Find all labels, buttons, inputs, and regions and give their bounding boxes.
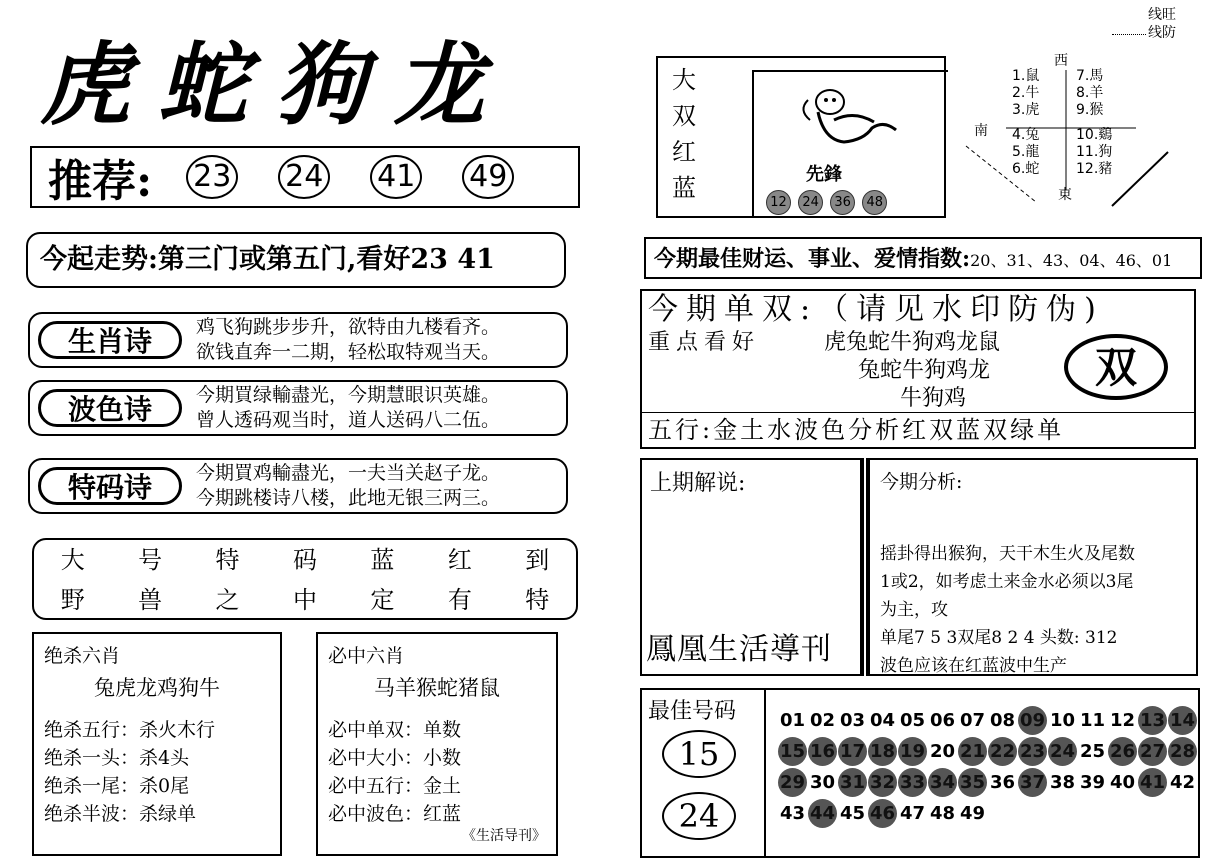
grid-number: 06 [929,710,956,731]
grid-number: 04 [869,710,896,731]
grid-number: 18 [868,737,897,766]
banner-char: 蓝 [370,546,395,574]
must-title: 必中六肖 [328,645,405,667]
grid-number: 11 [1079,710,1106,731]
grid-number: 22 [988,737,1017,766]
poem-line: 今期買绿輸盡光，今期慧眼识英雄。 [196,384,501,406]
pioneer-ball: 24 [798,190,823,215]
pioneer-ball: 36 [830,190,855,215]
wuxing-line: 五行:金土水波色分析红双蓝双绿单 [642,412,1194,447]
dir-south: 南 [974,123,988,139]
grid-number: 49 [959,803,986,824]
analysis-line: 1或2，如考虑土来金水必须以3尾 [880,572,1134,592]
zodiac-entry: 2.牛 [1012,85,1040,101]
zodiac-entry: 11.狗 [1076,144,1113,160]
previous-box [640,458,862,676]
recommend-number: 49 [462,155,514,199]
analysis-label: 今期分析: [880,471,963,493]
zodiac-entry: 7.馬 [1076,68,1104,84]
pioneer-balls [766,190,889,215]
vertical-char: 红 [672,138,696,166]
grid-number: 26 [1108,737,1137,766]
banner-char: 特 [215,546,240,574]
must-item: 必中波色：红蓝 [328,803,462,825]
banner-char: 红 [447,546,472,574]
grid-number: 46 [868,799,897,828]
grid-number: 03 [839,710,866,731]
grid-number: 45 [839,803,866,824]
recommend-box [30,146,580,208]
poem-label: 特码诗 [38,467,182,505]
grid-number: 32 [868,768,897,797]
pioneer-ball: 12 [766,190,791,215]
grid-number: 48 [929,803,956,824]
vertical-char: 大 [672,66,696,94]
vertical-char: 蓝 [672,174,696,202]
zodiac-entry: 3.虎 [1012,102,1040,118]
grid-number: 14 [1168,706,1197,735]
focus-line: 虎兔蛇牛狗鸡龙鼠 [824,330,1001,355]
best-pick: 15 [662,730,736,778]
pioneer-label: 先鋒 [806,164,842,185]
must-item: 必中单双：单数 [328,719,462,741]
grid-number: 09 [1018,706,1047,735]
zodiac-entry: 1.鼠 [1012,68,1040,84]
must-item: 必中五行：金土 [328,775,462,797]
kill-item: 绝杀五行：杀火木行 [44,719,216,741]
grid-number: 23 [1018,737,1047,766]
grid-number: 34 [928,768,957,797]
number-grid [778,706,1198,830]
recommend-label: 推荐: [48,156,153,207]
best-numbers-box [640,688,1200,858]
zodiac-entry: 5.龍 [1012,144,1040,160]
kill-item: 绝杀一尾：杀0尾 [44,775,190,797]
grid-number: 02 [809,710,836,731]
answer-badge: 双 [1064,334,1168,400]
best-picks-panel [642,690,766,856]
grid-number: 13 [1138,706,1167,735]
previous-label: 上期解说: [650,471,746,496]
focus-label: 重点看好 [648,330,761,355]
grid-number: 10 [1049,710,1076,731]
banner-grid [32,538,578,620]
fortune-index [644,237,1202,279]
best-pick: 24 [662,792,736,840]
analysis-box [868,458,1198,676]
color-poem [28,380,568,436]
must-box [316,632,558,856]
banner-char: 中 [292,586,317,614]
must-footer: 《生活导刊》 [462,828,546,844]
focus-line: 兔蛇牛狗鸡龙 [858,358,991,383]
banner-char: 特 [525,586,550,614]
corner-line: 线旺 [1148,7,1176,23]
page-title: 虎蛇狗龙 [40,32,512,138]
vertical-char: 双 [672,102,696,130]
poem-label: 生肖诗 [38,321,182,359]
monkey-icon [794,80,904,156]
must-item: 必中大小：小数 [328,747,462,769]
grid-number: 21 [958,737,987,766]
grid-number: 36 [989,772,1016,793]
grid-number: 42 [1169,772,1196,793]
grid-number: 47 [899,803,926,824]
pioneer-panel [752,70,948,218]
dir-west: 西 [1054,53,1068,69]
grid-number: 01 [779,710,806,731]
pioneer-ball: 48 [862,190,887,215]
grid-number: 28 [1168,737,1197,766]
brand-name: 鳳凰生活導刊 [646,632,832,667]
grid-number: 20 [929,741,956,762]
grid-number: 29 [778,768,807,797]
banner-char: 大 [60,546,85,574]
grid-number: 40 [1109,772,1136,793]
grid-number: 07 [959,710,986,731]
grid-number: 19 [898,737,927,766]
grid-number: 12 [1109,710,1136,731]
banner-char: 兽 [138,586,163,614]
grid-number: 41 [1138,768,1167,797]
analysis-line: 为主，攻 [880,600,948,620]
recommend-number: 24 [278,155,330,199]
poem-label: 波色诗 [38,389,182,427]
corner-line: 线防 [1148,25,1176,41]
pioneer-box [656,56,946,218]
index-numbers: 20、31、43、04、46、01 [970,251,1173,270]
focus-line: 牛狗鸡 [900,386,967,411]
banner-char: 野 [60,586,85,614]
poem-line: 欲钱直奔一二期，轻松取特观当天。 [196,341,501,363]
poem-line: 曾人透码观当时，道人送码八二伍。 [196,409,501,431]
poem-line: 鸡飞狗跳步步升，欲特由九楼看齐。 [196,316,501,338]
vertical-labels [672,62,696,206]
kill-title: 绝杀六肖 [44,645,121,667]
zodiac-entry: 6.蛇 [1012,161,1040,177]
grid-number: 17 [838,737,867,766]
grid-number: 25 [1079,741,1106,762]
recommend-number: 23 [186,155,238,199]
recommend-number: 41 [370,155,422,199]
kill-box [32,632,282,856]
grid-number: 35 [958,768,987,797]
zodiac-entry: 9.猴 [1076,102,1104,118]
grid-number: 39 [1079,772,1106,793]
special-poem [28,458,568,514]
analysis-line: 摇卦得出猴狗，天干木生火及尾数 [880,544,1135,564]
analysis-line: 单尾7 5 3双尾8 2 4 头数: 312 [880,628,1118,648]
banner-char: 号 [138,546,163,574]
dir-east: 東 [1058,187,1072,203]
trend-text: 今起走势:第三门或第五门,看好23 41 [26,232,566,288]
grid-number: 16 [808,737,837,766]
analysis-line: 波色应该在红蓝波中生产 [880,656,1067,676]
index-label: 今期最佳财运、事业、爱情指数: [654,246,971,272]
banner-char: 定 [370,586,395,614]
odd-even-title: 今期单双:（请见水印防伪) [648,292,1104,327]
zodiac-entry: 8.羊 [1076,85,1104,101]
best-label: 最佳号码 [648,699,737,724]
grid-number: 27 [1138,737,1167,766]
kill-zodiacs: 兔虎龙鸡狗牛 [94,676,220,700]
grid-number: 31 [838,768,867,797]
grid-number: 43 [779,803,806,824]
must-zodiacs: 马羊猴蛇猪鼠 [374,676,500,700]
grid-number: 44 [808,799,837,828]
grid-number: 33 [898,768,927,797]
grid-number: 37 [1018,768,1047,797]
zodiac-cross-lines [956,60,1176,210]
grid-number: 15 [778,737,807,766]
zodiac-poem [28,312,568,368]
banner-char: 码 [292,546,317,574]
grid-number: 30 [809,772,836,793]
corner-dots [1112,34,1146,35]
grid-number: 24 [1048,737,1077,766]
corner-labels [1148,6,1176,42]
zodiac-entry: 4.兔 [1012,127,1040,143]
zodiac-entry: 10.鷄 [1076,127,1113,143]
kill-item: 绝杀一头：杀4头 [44,747,190,769]
grid-number: 38 [1049,772,1076,793]
grid-number: 08 [989,710,1016,731]
banner-char: 之 [215,586,240,614]
kill-item: 绝杀半波：杀绿单 [44,803,197,825]
poem-line: 今期買鸡輸盡光，一夫当关赵子龙。 [196,462,501,484]
grid-number: 05 [899,710,926,731]
poem-line: 今期跳楼诗八楼，此地无银三两三。 [196,487,501,509]
banner-char: 到 [525,546,550,574]
zodiac-entry: 12.豬 [1076,161,1113,177]
banner-char: 有 [447,586,472,614]
